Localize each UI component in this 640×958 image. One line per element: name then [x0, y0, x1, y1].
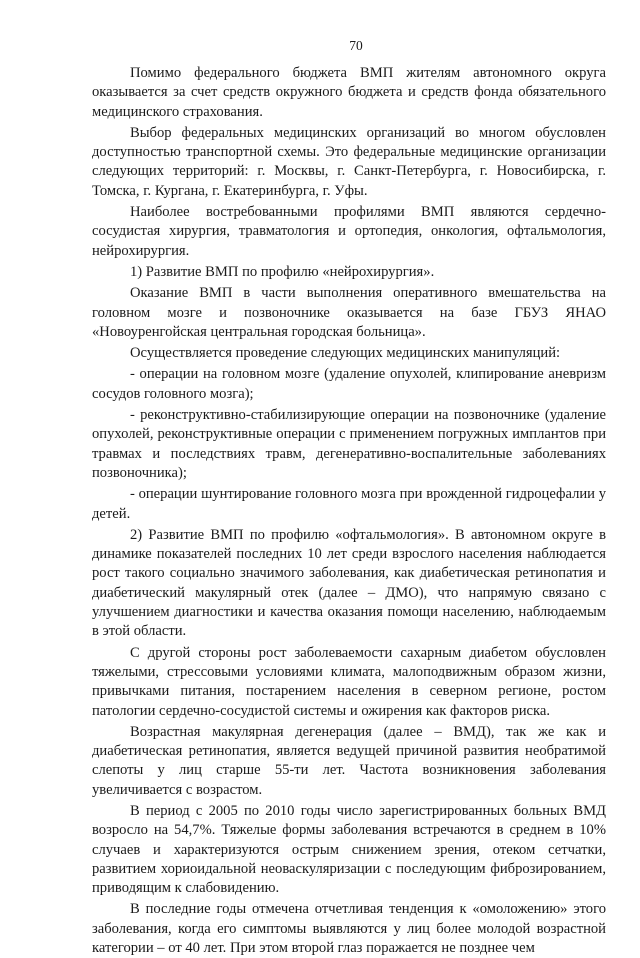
heading-neurosurgery: 1) Развитие ВМП по профилю «нейрохирургия».	[130, 263, 435, 280]
paragraph-popular-profiles: Наиболее востребованными профилями ВМП являются сердечно-сосудистая хирургия, травматология и ортопедия, онкология, офтальмология, нейрохирургия.	[92, 204, 606, 259]
page-number: 70	[349, 38, 363, 53]
heading-ophthalmology: 2) Развитие ВМП по профилю «офтальмология». В автономном округе в динамике показателей последних 10 лет среди взрослого населения наблюдается рост такого социально значимого заболевания, как диабетическая ретинопатия и диабетический макулярный отек (далее – ДМО), что напрямую связано с улучшением диагностики и качества оказания помощи населению, наблюдаемым в этой области.	[92, 526, 606, 640]
paragraph-diabetes-factors: С другой стороны рост заболеваемости сахарным диабетом обусловлен тяжелыми, стрессовыми условиями климата, малоподвижным образом жизни, привычками питания, постарением населения в северном регионе, ростом патологии сердечно-сосудистой системы и ожирения как факторов риска.	[92, 644, 606, 719]
list-item-shunting: - операции шунтирование головного мозга при врожденной гидроцефалии у детей.	[92, 486, 606, 522]
paragraph-federal-budget: Помимо федерального бюджета ВМП жителям автономного округа оказывается за счет средств окружного бюджета и средств фонда обязательного медицинского страхования.	[92, 65, 606, 120]
paragraph-amd: Возрастная макулярная дегенерация (далее – ВМД), так же как и диабетическая ретинопатия, является ведущей причиной развития необратимой слепоты у лиц старше 55-ти лет. Частота возникновения заболевания увеличивается с возрастом.	[92, 723, 606, 798]
paragraph-federal-organizations: Выбор федеральных медицинских организаций во многом обусловлен доступностью транспортной схемы. Это федеральные медицинские организации следующих территорий: г. Москвы, г. Санкт-Петербурга, г. Новосибирска, г. Томска, г. Кургана, г. Екатеринбурга, г. Уфы.	[92, 124, 606, 199]
paragraph-amd-statistics: В период с 2005 по 2010 годы число зарегистрированных больных ВМД возросло на 54,7%. Тяжелые формы заболевания встречаются в среднем в 10% случаев и характеризуются острым снижением зрения, отеком сетчатки, развитием хориоидальной неоваскуляризации с последующим фиброзированием, приводящим к слабовидению.	[92, 802, 606, 897]
paragraph-manipulations-intro: Осуществляется проведение следующих медицинских манипуляций:	[130, 345, 561, 362]
list-item-brain-operations: - операции на головном мозге (удаление опухолей, клипирование аневризм сосудов головного мозга);	[92, 366, 606, 402]
paragraph-neurosurgery-base: Оказание ВМП в части выполнения оперативного вмешательства на головном мозге и позвоночнике оказывается на базе ГБУЗ ЯНАО «Новоуренгойская центральная городская больница».	[92, 285, 606, 340]
list-item-spine-operations: - реконструктивно-стабилизирующие операции на позвоночнике (удаление опухолей, реконструктивные операции с применением погружных имплантов при травмах и последствиях травм, дегенеративно-воспалительные заболеваниях позвоночника);	[92, 407, 606, 481]
paragraph-rejuvenation-trend: В последние годы отмечена отчетливая тенденция к «омоложению» этого заболевания, когда его симптомы выявляются у лиц более молодой возрастной категории – от 40 лет. При этом второй глаз поражается не позднее чем	[92, 901, 606, 957]
